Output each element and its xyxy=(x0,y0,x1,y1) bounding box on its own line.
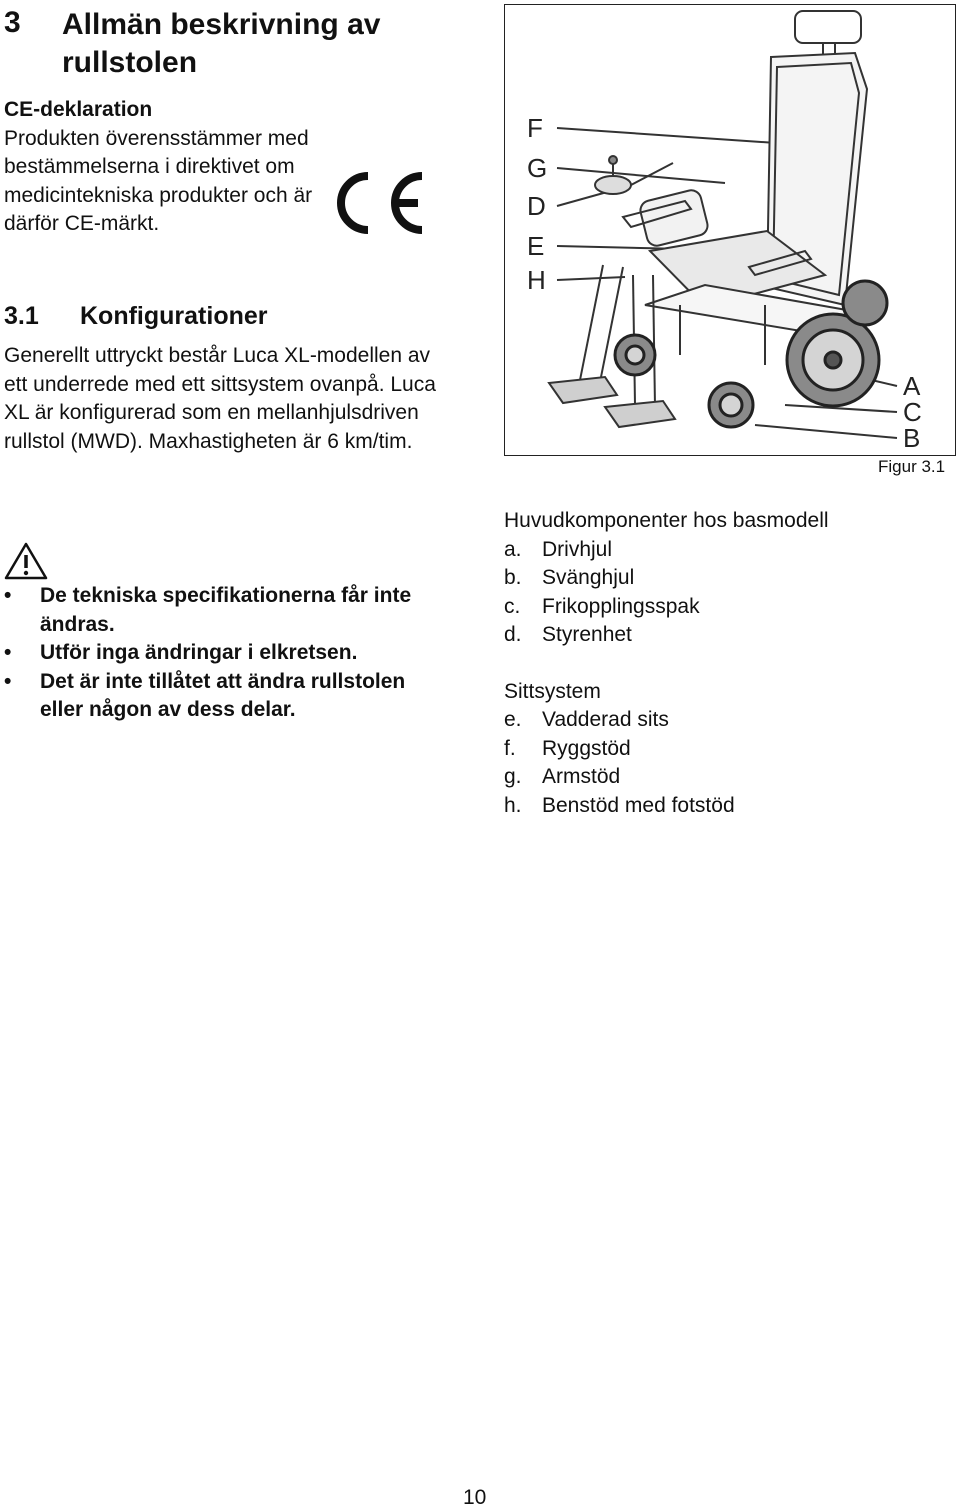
list-item: b. Svänghjul xyxy=(504,566,635,589)
warning-item: • Utför inga ändringar i elkretsen. xyxy=(4,641,358,664)
figure-label: D xyxy=(527,191,546,221)
ce-declaration xyxy=(4,96,324,239)
figure-label: H xyxy=(527,265,546,295)
wheelchair-illustration xyxy=(505,5,954,454)
warning-triangle-icon xyxy=(4,541,48,581)
figure-label: G xyxy=(527,153,548,183)
chapter-number: 3 xyxy=(4,6,21,39)
warning-item: • Det är inte tillåtet att ändra rullstolen eller någon av dess delar. xyxy=(4,669,406,721)
warning-item: • De tekniska specifikationerna får inte ändras. xyxy=(4,584,412,636)
figure-label: E xyxy=(527,231,545,261)
section-number: 3.1 xyxy=(4,302,39,330)
seating-heading: Sittsystem xyxy=(504,679,601,703)
list-item: f. Ryggstöd xyxy=(504,736,631,760)
list-item: e. Vadderad sits xyxy=(504,708,669,731)
section-title: Konfigurationer xyxy=(80,302,268,330)
list-item: g. Armstöd xyxy=(504,765,621,788)
list-item: h. Benstöd med fotstöd xyxy=(504,793,735,817)
figure-caption: Figur 3.1 xyxy=(878,457,946,476)
figure-frame xyxy=(504,4,956,456)
list-item: d. Styrenhet xyxy=(504,623,632,646)
figure-label: B xyxy=(903,423,921,453)
figure-label: A xyxy=(903,371,921,401)
components-heading: Huvudkomponenter hos basmodell xyxy=(504,509,829,532)
figure-label: F xyxy=(527,113,543,143)
chapter-title: Allmän beskrivning av rullstolen xyxy=(62,8,381,79)
section-body: Generellt uttryckt består Luca XL-modellen av ett underrede med ett sittsystem ovanpå. Luca XL är konfigurerad som en mellanhjulsdriven rullstol (MWD). Maxhastigheten är 6 km/tim. xyxy=(4,344,436,453)
ce-text: Produkten överensstämmer med bestämmelserna i direktivet om medicintekniska produkter och är därför CE-märkt. xyxy=(4,126,313,235)
ce-mark-icon xyxy=(330,168,428,238)
ce-heading: CE-deklaration xyxy=(4,98,153,121)
figure-label: C xyxy=(903,397,922,427)
warning-list xyxy=(0,582,440,725)
list-item: a. Drivhjul xyxy=(504,537,613,561)
list-item: c. Frikopplingsspak xyxy=(504,594,700,618)
page-number: 10 xyxy=(463,1486,487,1509)
components-list xyxy=(504,507,944,820)
